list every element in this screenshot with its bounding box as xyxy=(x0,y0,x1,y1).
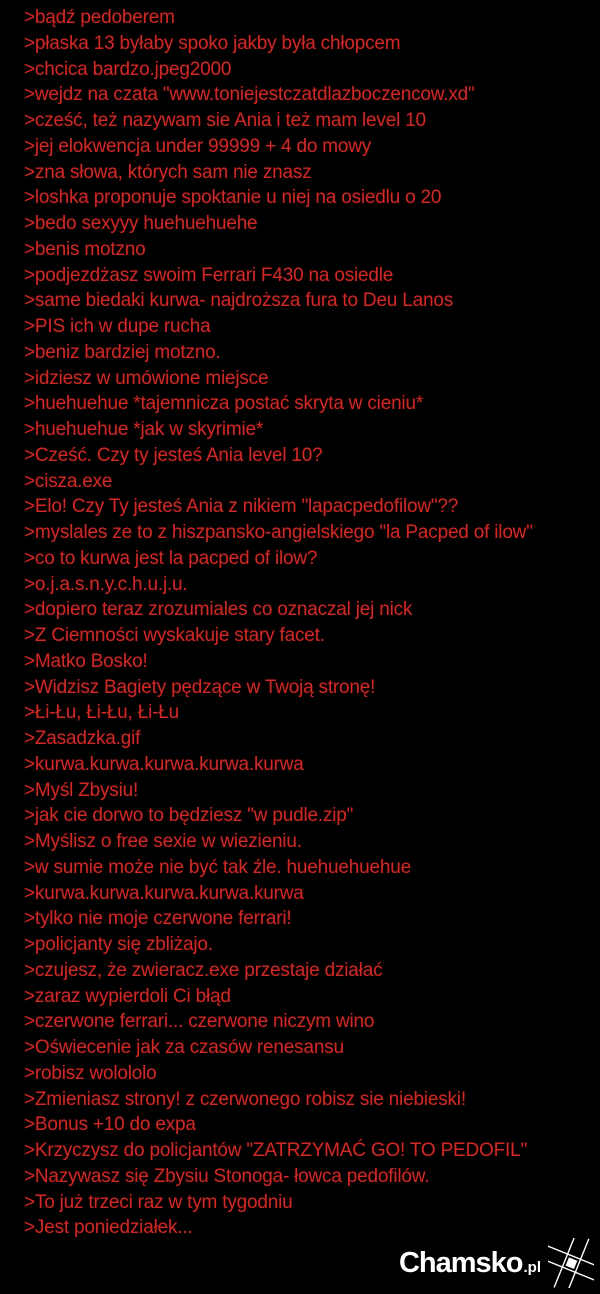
story-line: >Jest poniedziałek... xyxy=(24,1217,193,1239)
story-line: >huehuehue *tajemnicza postać skryta w cieniu* xyxy=(24,393,424,415)
story-line: >podjezdżasz swoim Ferrari F430 na osiedle xyxy=(24,264,394,286)
story-line: >Z Ciemności wyskakuje stary facet. xyxy=(24,625,325,646)
story-line: >Bonus +10 do expa xyxy=(24,1114,196,1136)
story-line: >Zasadzka.gif xyxy=(24,728,141,749)
brand-name: Chamsko xyxy=(398,1246,523,1279)
story-line: >Elo! Czy Ty jesteś Ania z nikiem "lapacpedofilow"?? xyxy=(24,496,459,518)
story-line: >Zmieniasz strony! z czerwonego robisz sie niebieski! xyxy=(24,1088,466,1110)
story-line: >w sumie może nie być tak źle. huehuehuehue xyxy=(24,856,411,878)
story-line: >Myślisz o free sexie w wiezieniu. xyxy=(24,831,302,852)
hash-icon xyxy=(548,1238,594,1288)
story-line: >bądź pedoberem xyxy=(24,7,175,28)
story-line: >Krzyczysz do policjantów "ZATRZYMAĆ GO! TO PEDOFIL" xyxy=(24,1140,528,1161)
story-line: >zaraz wypierdoli Ci błąd xyxy=(24,985,231,1007)
story-line: >Myśl Zbysiu! xyxy=(24,779,139,801)
story-line: >Widzisz Bagiety pędzące w Twoją stronę! xyxy=(24,676,376,698)
story-line: >bedo sexyyy huehuehuehe xyxy=(24,213,258,234)
story-line: >benis motzno xyxy=(24,238,146,260)
story-line: >robisz wolololo xyxy=(24,1062,157,1084)
story-line: >co to kurwa jest la pacped of ilow? xyxy=(24,547,318,569)
story-line: >idziesz w umówione miejsce xyxy=(24,367,269,389)
watermark-text xyxy=(399,1247,541,1280)
story-lines xyxy=(24,5,596,1241)
story-line: >cześć, też nazywam sie Ania i też mam level 10 xyxy=(24,110,426,131)
story-line: >beniz bardziej motzno. xyxy=(24,341,221,363)
story-line: >same biedaki kurwa- najdroższa fura to Deu Lanos xyxy=(24,290,454,312)
brand-tld: .pl xyxy=(523,1258,541,1276)
story-line: >kurwa.kurwa.kurwa.kurwa.kurwa xyxy=(24,882,304,904)
story-line: >huehuehue *jak w skyrimie* xyxy=(24,419,264,440)
story-line: >dopiero teraz zrozumiales co oznaczal jej nick xyxy=(24,599,413,621)
story-line: >To już trzeci raz w tym tygodniu xyxy=(24,1191,293,1213)
story-line: >policjanty się zbliżajo. xyxy=(24,934,213,955)
site-watermark xyxy=(399,1238,594,1288)
story-line: >myslales ze to z hiszpansko-angielskiego "la Pacped of ilow" xyxy=(24,522,533,543)
story-line: >jak cie dorwo to będziesz "w pudle.zip" xyxy=(24,805,354,827)
story-line: >zna słowa, których sam nie znasz xyxy=(24,161,312,183)
story-line: >tylko nie moje czerwone ferrari! xyxy=(24,908,292,930)
story-line: >Łi-Łu, Łi-Łu, Łi-Łu xyxy=(24,702,179,724)
story-line: >Oświecenie jak za czasów renesansu xyxy=(24,1037,344,1058)
story-line: >loshka proponuje spoktanie u niej na osiedlu o 20 xyxy=(24,187,442,209)
story-line: >czujesz, że zwieracz.exe przestaje działać xyxy=(24,959,383,981)
story-line: >Cześć. Czy ty jesteś Ania level 10? xyxy=(24,444,323,466)
story-line: >płaska 13 byłaby spoko jakby była chłopcem xyxy=(24,32,401,54)
story-line: >kurwa.kurwa.kurwa.kurwa.kurwa xyxy=(24,753,304,775)
story-line: >wejdz na czata "www.toniejestczatdlazboczencow.xd" xyxy=(24,84,475,106)
story-line: >cisza.exe xyxy=(24,470,113,492)
story-line: >o.j.a.s.n.y.c.h.u.j.u. xyxy=(24,573,188,595)
story-line: >Matko Bosko! xyxy=(24,650,148,672)
story-line: >PIS ich w dupe rucha xyxy=(24,316,211,337)
story-line: >czerwone ferrari... czerwone niczym wino xyxy=(24,1011,375,1033)
story-line: >jej elokwencja under 99999 + 4 do mowy xyxy=(24,135,372,157)
story-line: >chcica bardzo.jpeg2000 xyxy=(24,58,232,80)
story-line: >Nazywasz się Zbysiu Stonoga- łowca pedofilów. xyxy=(24,1165,430,1187)
